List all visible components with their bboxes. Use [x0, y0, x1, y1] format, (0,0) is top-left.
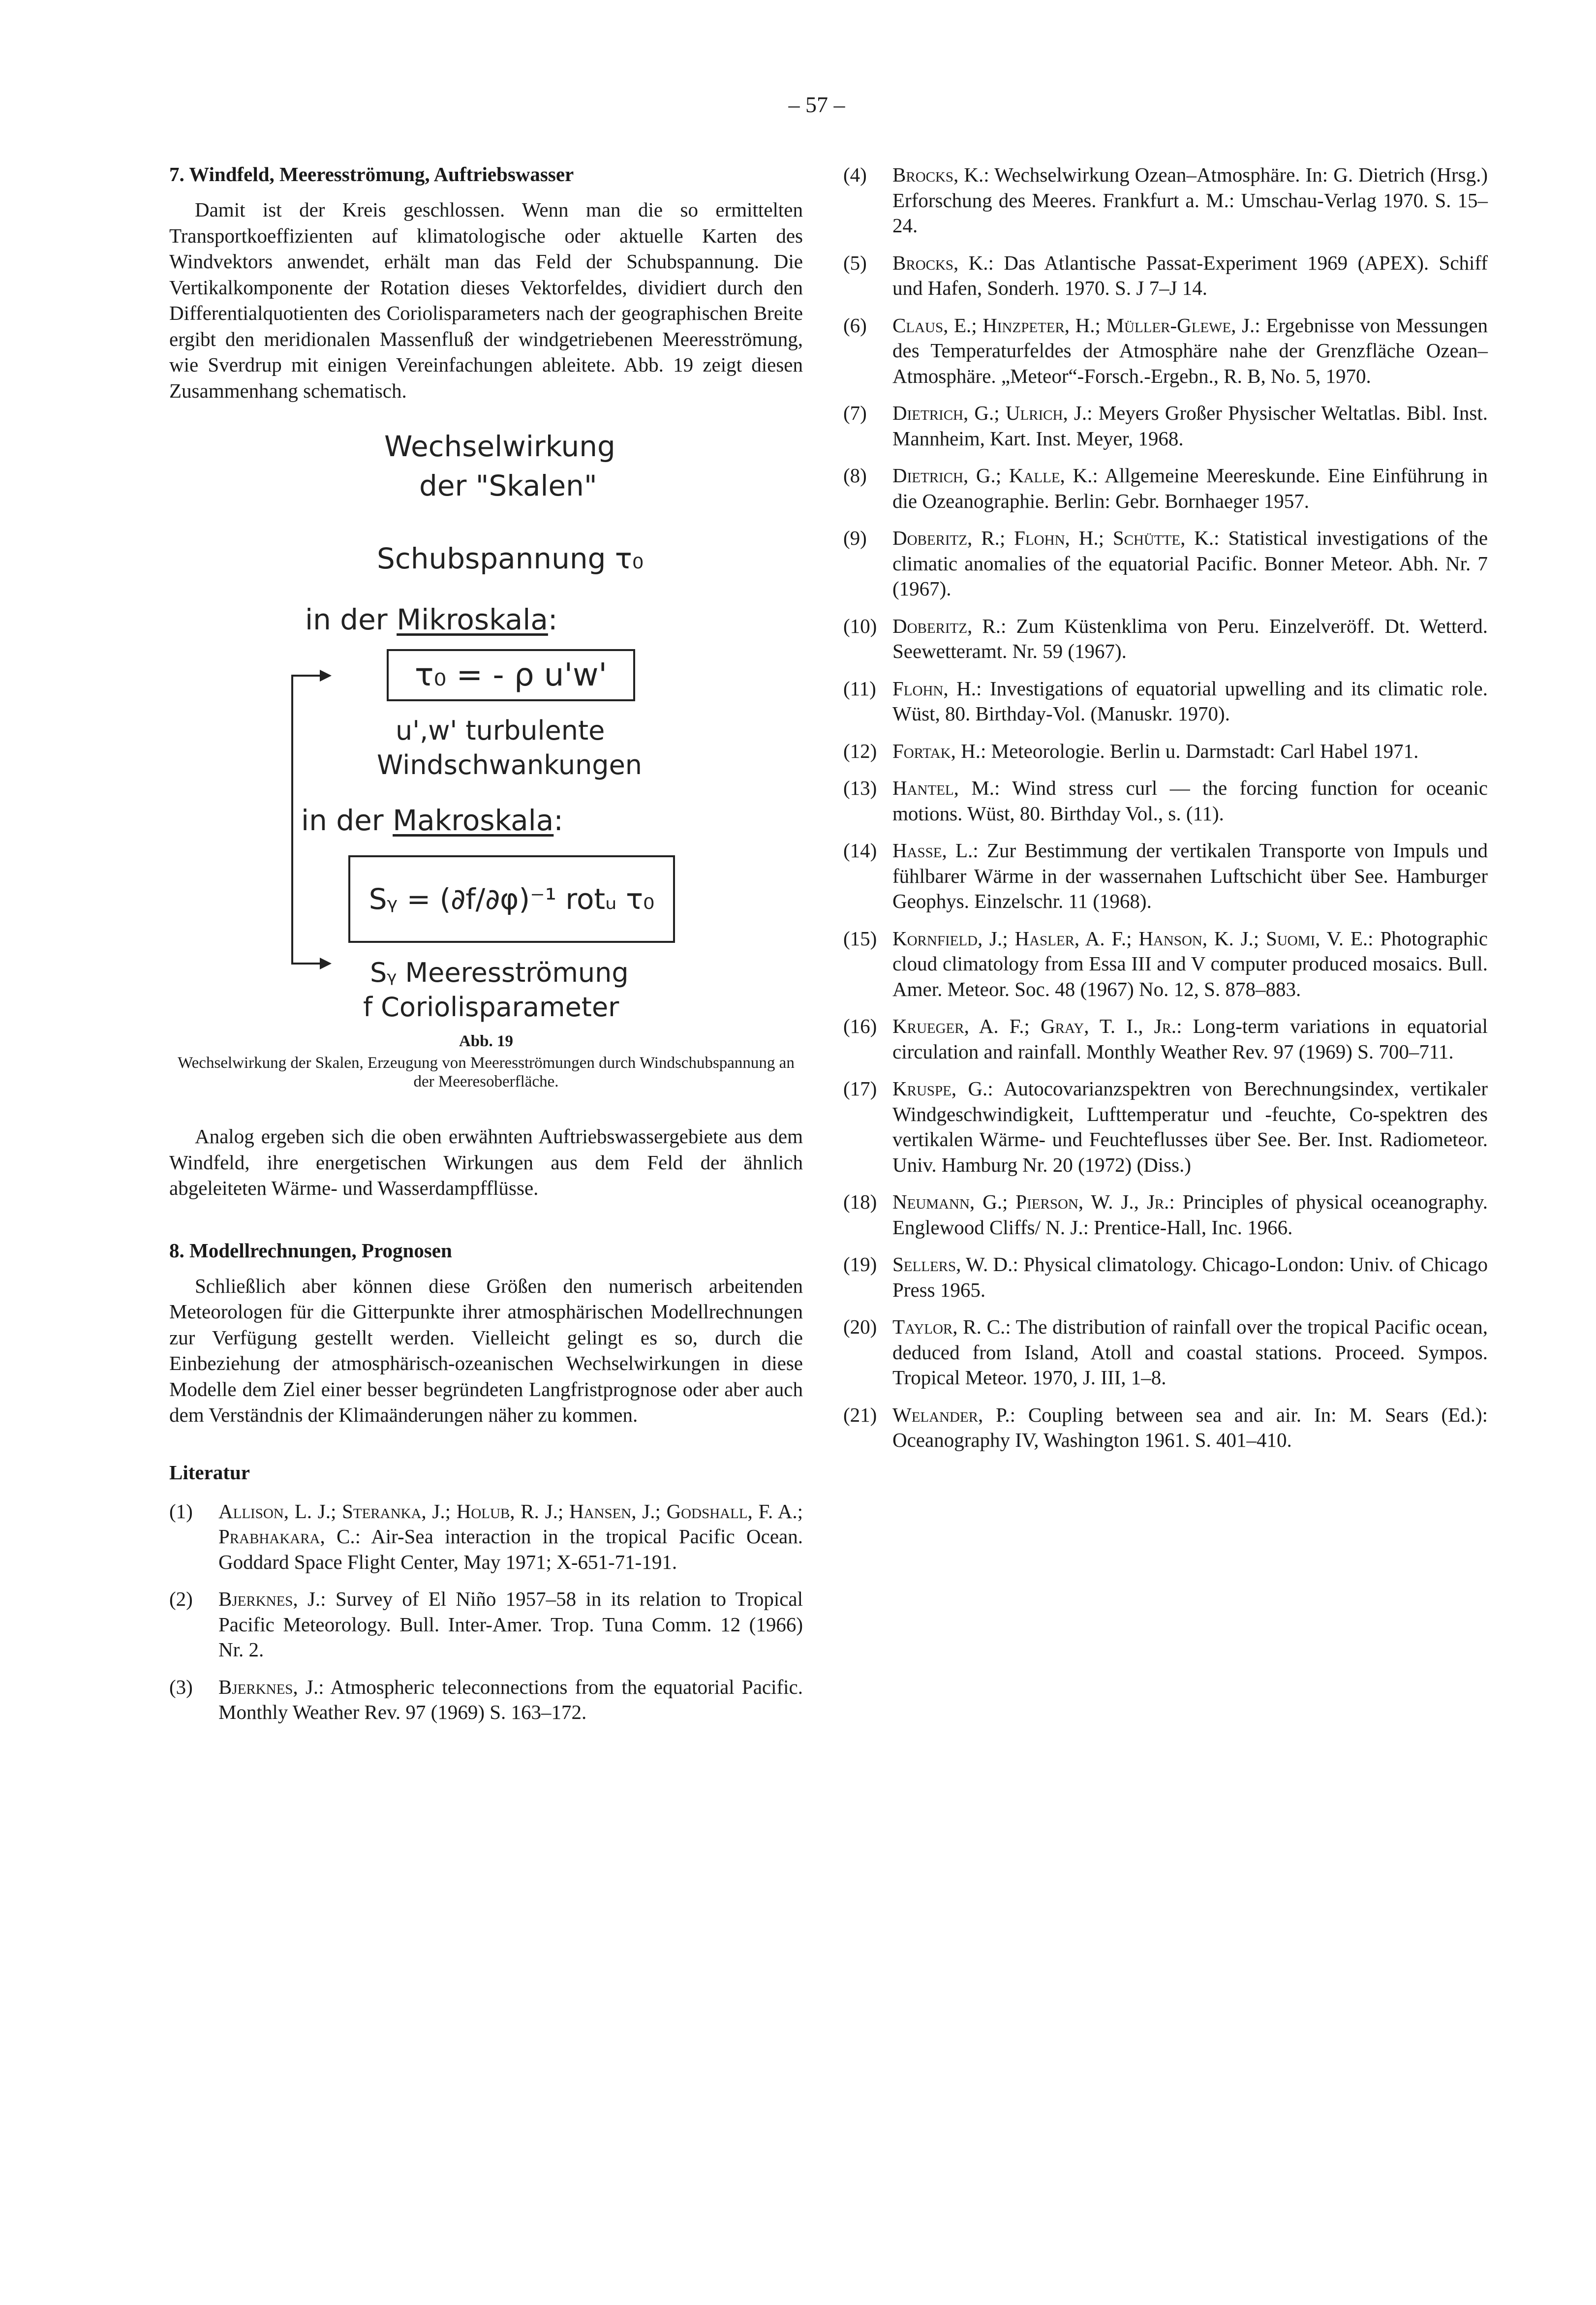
reference-item — [843, 1189, 1488, 1240]
section-8-paragraph: Schließlich aber können diese Größen den numerisch arbeitenden Meteorologen für die Gitterpunkte ihrer atmosphärischen Modellrechnungen zur Verfügung gestellt werden. Vielleicht gelingt es so, durch die Einbeziehung der atmosphärisch-ozeanischen Wechselwirkungen in diese Modelle dem Ziel einer besser begründeten Langfristprognose oder aber auch dem Verständnis der Klimaänderungen näher zu kommen. — [169, 1274, 803, 1426]
reference-authors: Dietrich, G.; Ulrich, J.: — [892, 402, 1093, 424]
reference-text: Wind stress curl — the forcing function for oceanic motions. Wüst, 80. Birthday Vol., s. (11). — [892, 777, 1488, 825]
reference-text: Physical climatology. Chicago-London: Univ. of Chicago Press 1965. — [892, 1253, 1488, 1301]
reference-item — [169, 1675, 803, 1725]
reference-number: (15) — [843, 927, 877, 950]
reference-item — [843, 739, 1488, 764]
reference-item — [843, 614, 1488, 664]
reference-authors: Brocks, K.: — [892, 251, 994, 274]
reference-item — [843, 676, 1488, 727]
reference-text: Zur Bestimmung der vertikalen Transporte von Impuls und fühlbarer Wärme in der wassernahen Luftschicht über See. Hamburger Geophys. Einzelschr. 11 (1968). — [892, 839, 1488, 912]
reference-authors: Kornfield, J.; Hasler, A. F.; Hanson, K. J.; Suomi, V. E.: — [892, 927, 1374, 950]
micro-formula-box — [387, 649, 635, 701]
reference-item — [843, 162, 1488, 239]
micro-note-line1: u',w' turbulente — [396, 715, 605, 746]
reference-authors: Flohn, H.: — [892, 677, 982, 700]
macro-note-line2: f Coriolisparameter — [363, 992, 619, 1023]
reference-item — [843, 1076, 1488, 1178]
macro-label — [301, 806, 563, 835]
macro-label-suffix: : — [553, 804, 563, 837]
diagram-title-line1: Wechselwirkung — [384, 430, 615, 463]
reference-text: Statistical investigations of the climatic anomalies of the equatorial Pacific. Bonner Meteor. Abh. Nr. 7 (1967). — [892, 527, 1488, 600]
reference-authors: Hasse, L.: — [892, 839, 979, 862]
reference-number: (21) — [843, 1403, 877, 1426]
reference-item — [843, 838, 1488, 914]
reference-number: (6) — [843, 313, 867, 337]
reference-authors: Claus, E.; Hinzpeter, H.; Müller-Glewe, J.: — [892, 313, 1260, 337]
scales-diagram — [169, 422, 803, 1032]
reference-text: Zum Küstenklima von Peru. Einzelveröff. Dt. Wetterd. Seewetteramt. Nr. 59 (1967). — [892, 614, 1488, 662]
reference-number: (1) — [169, 1499, 193, 1523]
reference-text: Survey of El Niño 1957–58 in its relation to Tropical Pacific Meteorology. Bull. Inter-Amer. Trop. Tuna Comm. 12 (1966) Nr. 2. — [218, 1588, 803, 1661]
reference-authors: Krueger, A. F.; Gray, T. I., Jr.: — [892, 1015, 1182, 1037]
micro-formula: τ₀ = - ρ u'w' — [415, 657, 607, 693]
macro-note-line1: Sᵧ Meeresströmung — [370, 957, 629, 988]
reference-number: (4) — [843, 163, 867, 186]
reference-number: (17) — [843, 1077, 877, 1100]
reference-text: Coupling between sea and air. In: M. Sears (Ed.): Oceanography IV, Washington 1961. S. 401–410. — [892, 1403, 1488, 1451]
reference-text: Long-term variations in equatorial circulation and rainfall. Monthly Weather Rev. 97 (1969) S. 700–711. — [892, 1015, 1488, 1063]
reference-item — [169, 1499, 803, 1575]
reference-authors: Bjerknes, J.: — [218, 1675, 324, 1698]
reference-number: (11) — [843, 677, 876, 700]
reference-authors: Sellers, W. D.: — [892, 1253, 1018, 1276]
left-column — [169, 162, 803, 1737]
reference-item — [843, 1314, 1488, 1391]
reference-authors: Fortak, H.: — [892, 739, 986, 762]
reference-text: Allgemeine Meereskunde. Eine Einführung in die Ozeanographie. Berlin: Gebr. Bornhaeger 1957. — [892, 464, 1488, 512]
reference-number: (14) — [843, 839, 877, 862]
reference-authors: Neumann, G.; Pierson, W. J., Jr.: — [892, 1190, 1175, 1213]
reference-number: (16) — [843, 1015, 877, 1037]
reference-item — [843, 1252, 1488, 1303]
reference-authors: Brocks, K.: — [892, 163, 989, 186]
reference-item — [843, 313, 1488, 389]
section-7-paragraph: Damit ist der Kreis geschlossen. Wenn man die so ermittelten Transportkoeffizienten auf klimatologische oder aktuelle Karten des Windvektors anwendet, erhält man das Feld der Schubspannung. Die Vertikalkomponente der Rotation dieses Vektorfeldes, dividiert durch den Differentialquotienten des Coriolisparameters nach der geographischen Breite ergibt den meridionalen Massenfluß der windgetriebenen Meeresströmung, wie Sverdrup mit einigen Vereinfachungen ableitete. Abb. 19 zeigt diesen Zusammenhang schematisch. — [169, 198, 803, 402]
reference-authors: Doberitz, R.: — [892, 614, 1007, 637]
diagram-title-line2: der "Skalen" — [419, 469, 597, 502]
reference-item — [843, 776, 1488, 826]
micro-label-suffix: : — [548, 603, 558, 636]
reference-number: (18) — [843, 1190, 877, 1213]
literature-heading: Literatur — [169, 1461, 250, 1484]
reference-item — [843, 926, 1488, 1002]
reference-item — [843, 463, 1488, 514]
reference-text: Principles of physical oceanography. Englewood Cliffs/ N. J.: Prentice-Hall, Inc. 1966. — [892, 1190, 1488, 1239]
section-8-heading: 8. Modellrechnungen, Prognosen — [169, 1239, 452, 1262]
reference-number: (5) — [843, 251, 867, 274]
reference-text: The distribution of rainfall over the tropical Pacific ocean, deduced from Island, Atoll and coastal stations. Proceed. Sympos. Tropical Meteor. 1970, J. III, 1–8. — [892, 1315, 1488, 1389]
reference-item — [843, 401, 1488, 451]
reference-text: Meteorologie. Berlin u. Darmstadt: Carl Habel 1971. — [991, 739, 1419, 762]
reference-authors: Dietrich, G.; Kalle, K.: — [892, 464, 1098, 487]
reference-number: (13) — [843, 777, 877, 799]
reference-item — [843, 1014, 1488, 1064]
micro-note-line2: Windschwankungen — [377, 749, 643, 780]
reference-number: (12) — [843, 739, 877, 762]
reference-authors: Doberitz, R.; Flohn, H.; Schütte, K.: — [892, 527, 1220, 549]
reference-authors: Allison, L. J.; Steranka, J.; Holub, R. J.; Hansen, J.; Godshall, F. A.; Prabhakara, C.: — [218, 1499, 803, 1548]
reference-number: (7) — [843, 402, 867, 424]
reference-authors: Hantel, M.: — [892, 777, 1000, 799]
reference-item — [843, 250, 1488, 301]
reference-number: (19) — [843, 1253, 877, 1276]
analog-paragraph: Analog ergeben sich die oben erwähnten Auftriebswassergebiete aus dem Windfeld, ihre energetischen Wirkungen aus dem Feld der ähnlich abgeleiteten Wärme- und Wasserdampfflüsse. — [169, 1125, 803, 1199]
section-7-heading: 7. Windfeld, Meeresströmung, Auftriebswasser — [169, 163, 574, 186]
micro-label-word: Mikroskala — [397, 603, 548, 636]
macro-formula-box — [348, 855, 675, 943]
reference-number: (3) — [169, 1675, 193, 1698]
reference-number: (20) — [843, 1315, 877, 1338]
micro-label-prefix: in der — [305, 603, 397, 636]
reference-text: Wechselwirkung Ozean–Atmosphäre. In: G. Dietrich (Hrsg.) Erforschung des Meeres. Frankfurt a. M.: Umschau-Verlag 1970. S. 15–24. — [892, 163, 1488, 237]
micro-label — [305, 605, 557, 634]
reference-text: Investigations of equatorial upwelling and its climatic role. Wüst, 80. Birthday-Vol. (Manuskr. 1970). — [892, 677, 1488, 725]
right-column — [843, 162, 1488, 1465]
reference-item — [169, 1587, 803, 1663]
macro-label-prefix: in der — [301, 804, 393, 837]
macro-label-word: Makroskala — [393, 804, 554, 837]
reference-text: Meyers Großer Physischer Weltatlas. Bibl. Inst. Mannheim, Kart. Inst. Meyer, 1968. — [892, 402, 1488, 450]
reference-item — [843, 526, 1488, 602]
reference-authors: Welander, P.: — [892, 1403, 1015, 1426]
reference-item — [843, 1402, 1488, 1453]
reference-number: (10) — [843, 614, 877, 637]
reference-number: (2) — [169, 1588, 193, 1610]
reference-text: Photographic cloud climatology from Essa III and V computer produced mosaics. Bull. Amer. Meteor. Soc. 48 (1967) No. 12, S. 878–883. — [892, 927, 1488, 1000]
reference-text: Atmospheric teleconnections from the equatorial Pacific. Monthly Weather Rev. 97 (1969) S. 163–172. — [218, 1675, 803, 1723]
macro-formula: Sᵧ = (∂f/∂φ)⁻¹ rotᵤ τ₀ — [368, 882, 655, 916]
reference-text: Das Atlantische Passat-Experiment 1969 (APEX). Schiff und Hafen, Sonderh. 1970. S. J 7–J 14. — [892, 251, 1488, 299]
reference-text: Ergebnisse von Messungen des Temperaturfeldes der Atmosphäre nahe der Grenzfläche Ozean–Atmosphäre. „Meteor“-Forsch.-Ergebn., R. B, No. 5, 1970. — [892, 313, 1488, 387]
reference-text: Autocovarianzspektren von Berechnungsindex, vertikaler Windgeschwindigkeit, Lufttemperatur und -feuchte, Co-spektren des vertikalen Wärme- und Feuchteflusses über See. Ber. Inst. Radiometeor. Univ. Hamburg Nr. 20 (1972) (Diss.) — [892, 1077, 1488, 1176]
figure-caption: Wechselwirkung der Skalen, Erzeugung von Meeresströmungen durch Windschubspannung an der Meeresoberfläche. — [178, 1054, 795, 1090]
reference-authors: Kruspe, G.: — [892, 1077, 993, 1100]
reference-number: (8) — [843, 464, 867, 487]
figure-label: Abb. 19 — [459, 1032, 514, 1050]
diagram-subtitle: Schubspannung τ₀ — [377, 542, 644, 575]
page-number: – 57 – — [788, 92, 845, 117]
reference-authors: Bjerknes, J.: — [218, 1588, 326, 1610]
reference-number: (9) — [843, 527, 867, 549]
reference-text: Air-Sea interaction in the tropical Pacific Ocean. Goddard Space Flight Center, May 1971; X-651-71-191. — [218, 1525, 803, 1573]
reference-authors: Taylor, R. C.: — [892, 1315, 1011, 1338]
